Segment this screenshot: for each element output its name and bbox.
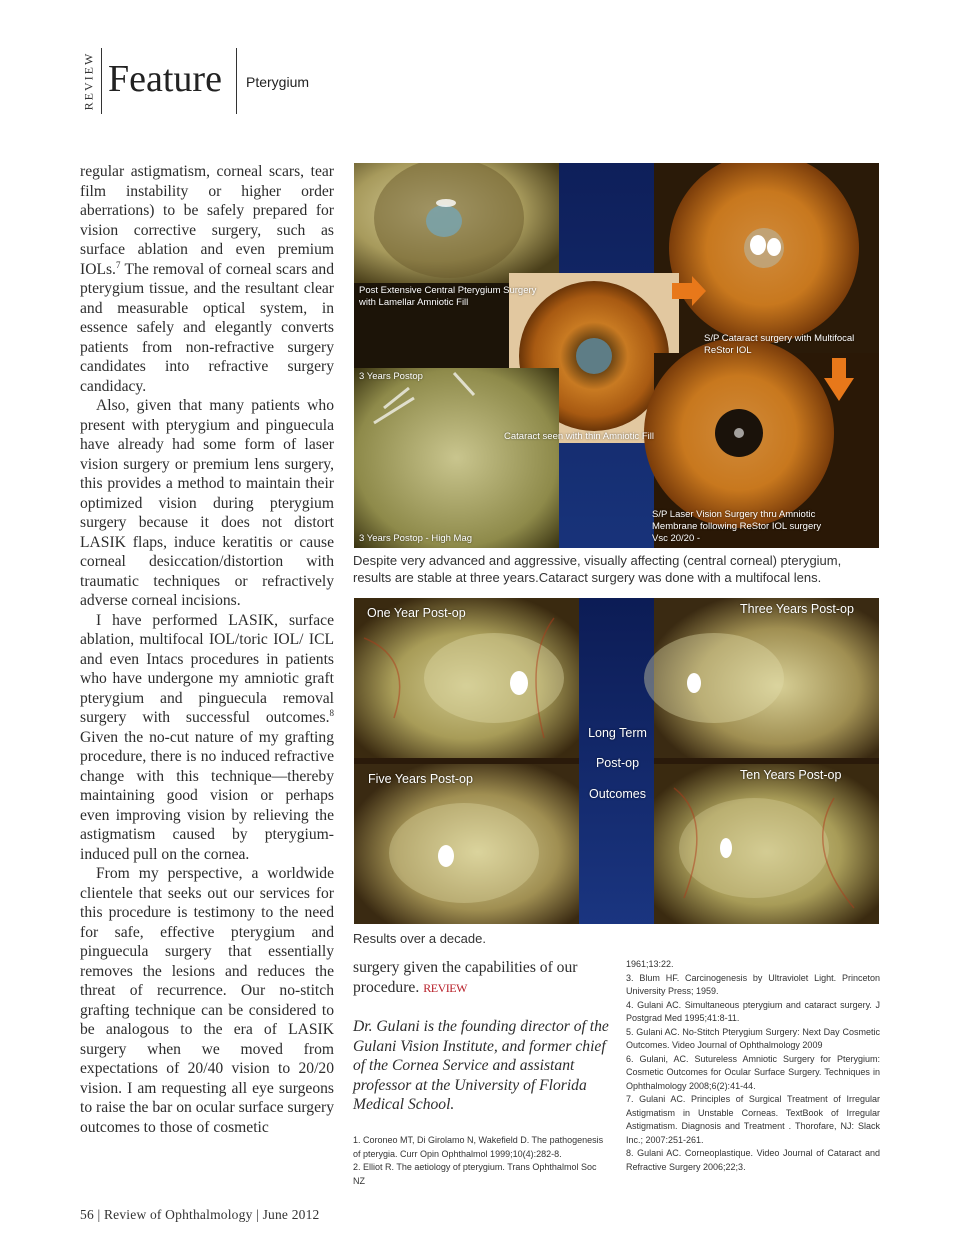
- figure-label: Cataract seen with thin Amniotic Fill: [504, 431, 654, 442]
- figure-label: Post-op: [595, 756, 640, 770]
- section-tag-text: REVIEW: [81, 51, 96, 111]
- figure-label: Five Years Post-op: [368, 772, 473, 786]
- reference-item: 6. Gulani, AC. Sutureless Amniotic Surgery for Pterygium: Cosmetic Outcomes for Ocular Surface Surgery. Techniques in Ophthalmology 2008;6(2):41-44.: [626, 1053, 880, 1091]
- figure-label: S/P Laser Vision Surgery thru Amniotic Membrane following ReStor IOL surgery Vsc 20/20 -: [652, 509, 822, 544]
- author-bio: Dr. Gulani is the founding director of the Gulani Vision Institute, and former chief of the Cornea Service and assistant professor at the University of Florida Medical School.: [353, 1018, 609, 1113]
- figure-label: Post Extensive Central Pterygium Surgery with Lamellar Amniotic Fill: [359, 285, 537, 308]
- references-list: [353, 1134, 609, 1188]
- paragraph: regular astigmatism, corneal scars, tear film instability or higher order aberrations) to be safely prepared for vision corrective surgery, such as surface ablation and even premium IOLs.$^7$ The removal of corneal scars and pterygium tissue, and the resultant clear and measurable optical system, in essence safely and elegantly converts patients from non-refractive surgery candidates into refractive surgery candidacy.: [80, 163, 334, 395]
- figure-label: Three Years Post-op: [740, 602, 854, 616]
- reference-item: 5. Gulani AC. No-Stitch Pterygium Surgery: Next Day Cosmetic Outcomes. Video Journal of Ophthalmology 2009: [626, 1026, 880, 1050]
- figure-caption: Despite very advanced and aggressive, visually affecting (central corneal) pterygium, results are stable at three years.Cataract surgery was done with a multifocal lens.: [353, 553, 842, 585]
- figure-label: Outcomes: [589, 787, 646, 801]
- article-left-column: [80, 162, 334, 1137]
- section-tag-vertical: [78, 46, 100, 116]
- reference-item: 2. Elliot R. The aetiology of pterygium. Trans Ophthalmol Soc NZ: [353, 1162, 597, 1186]
- figure-label: S/P Cataract surgery with Multifocal ReStor IOL: [704, 333, 855, 356]
- reference-item: 4. Gulani AC. Simultaneous pterygium and cataract surgery. J Postgrad Med 1995;41:8-11.: [626, 999, 880, 1023]
- reference-item: 3. Blum HF. Carcinogenesis by Ultraviolet Light. Princeton University Press; 1959.: [626, 972, 880, 996]
- figure-label: 3 Years Postop: [359, 371, 423, 382]
- figure-label: One Year Post-op: [367, 606, 466, 620]
- reference-item: 7. Gulani AC. Principles of Surgical Treatment of Irregular Astigmatism in Unstable Corneas. TextBook of Irregular Astigmatism. Diagnosis and Treatment . Thorofare, NJ: Slack Inc.; 2007:251-261.: [626, 1094, 880, 1145]
- figure-long-term-outcomes: [354, 598, 879, 924]
- topic-label: Pterygium: [246, 74, 310, 90]
- figure-caption: Results over a decade.: [353, 931, 486, 946]
- header-divider: [236, 48, 237, 114]
- figure-pterygium-stable-results: [354, 163, 879, 548]
- figure-label: Ten Years Post-op: [740, 768, 842, 782]
- paragraph: surgery given the capabilities of our procedure.: [353, 959, 578, 996]
- references-list: [626, 958, 880, 1174]
- section-title: Feature: [108, 58, 222, 100]
- header-divider: [101, 48, 102, 114]
- end-mark: REVIEW: [423, 980, 467, 995]
- reference-item: 1961;13:22.: [626, 959, 674, 969]
- page-footer: 56 | Review of Ophthalmology | June 2012: [80, 1207, 320, 1222]
- article-continuation: [353, 958, 609, 998]
- paragraph: From my perspective, a worldwide clientele that seeks out our services for this procedure is testimony to the need for safe, effective pterygium and pinguecula surgery that essentially removes the lesions and reduces the threat of recurrence. Our no-stitch grafting technique can be considered to be analogous to the era of LASIK surgery when we moved from expectations of 20/40 vision to 20/20 vision. I am requesting all eye surgeons to raise the bar on ocular surface surgery outcomes to those of cosmetic: [80, 865, 334, 1136]
- reference-item: 8. Gulani AC. Corneoplastique. Video Journal of Cataract and Refractive Surgery 2006;22;3.: [626, 1148, 880, 1172]
- citation-ref: 7: [115, 259, 121, 270]
- citation-ref: 8: [329, 707, 334, 718]
- reference-item: 1. Coroneo MT, Di Girolamo N, Wakefield D. The pathogenesis of pterygia. Curr Opin Ophthalmol 1999;10(4):282-8.: [353, 1135, 604, 1159]
- figure-label: Long Term: [588, 726, 647, 740]
- figure-label: 3 Years Postop - High Mag: [359, 533, 473, 544]
- paragraph: Also, given that many patients who present with pterygium and pinguecula have already had some form of laser vision surgery or premium lens surgery, this provides a method to maintain their optimized vision during pterygium surgery because it does not distort LASIK flaps, induce keratitis or cause corneal desiccation/distortion with traumatic techniques or refractively adverse corneal incisions.: [80, 397, 334, 609]
- paragraph: I have performed LASIK, surface ablation, multifocal IOL/toric IOL/ ICL and even Intacs procedures in patients who have undergone my amniotic graft pterygium and pinguecula removal surgery with successful outcomes.$^8$ Given the no-cut nature of my grafting procedure, there is no induced refractive change with this technique—thereby maintaining good vision or perhaps even improving vision by relieving the astigmatism caused by pterygium-induced pull on the cornea.: [80, 611, 334, 863]
